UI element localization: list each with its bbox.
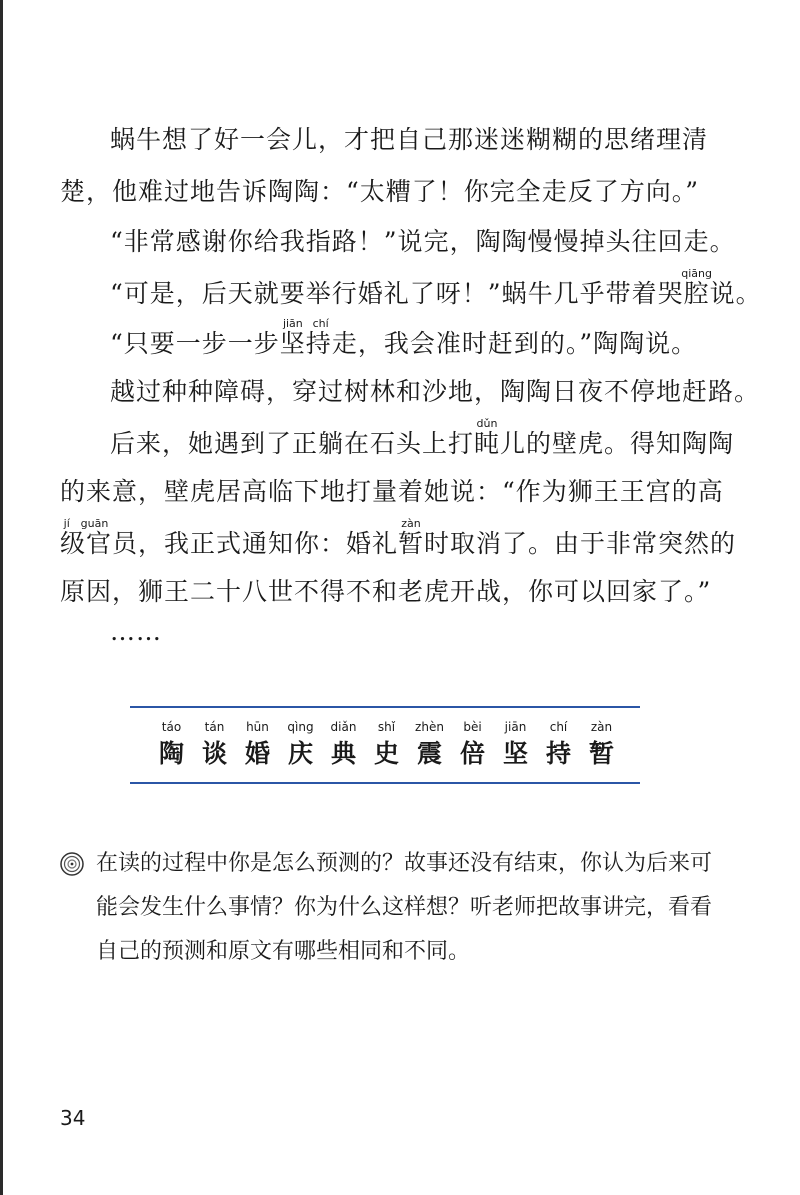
new-character xyxy=(408,718,451,772)
character-glyph: 震 xyxy=(416,739,442,768)
text-span: 说。 xyxy=(709,279,762,308)
page-edge xyxy=(0,0,3,1195)
text-span: “可是，后天就要举行婚礼了呀！”蜗牛几乎带着哭 xyxy=(110,279,684,308)
character-glyph: 坚 xyxy=(502,739,528,768)
character-pinyin: shǐ xyxy=(377,720,396,734)
text-span: “只要一步一步 xyxy=(110,329,280,358)
new-character xyxy=(580,718,623,772)
vocab-top-rule xyxy=(130,706,640,708)
story-line: 原因，狮王二十八世不得不和老虎开战，你可以回家了。” xyxy=(60,577,712,606)
character-pinyin: zhèn xyxy=(415,720,444,734)
new-character xyxy=(322,718,365,772)
pinyin-text: jí guān xyxy=(60,517,112,530)
character-glyph: 持 xyxy=(545,739,571,768)
character-pinyin: tán xyxy=(204,720,225,734)
pinyin-text: zàn xyxy=(398,517,425,530)
character-pinyin: táo xyxy=(161,720,182,734)
story-line xyxy=(110,318,760,366)
pinyin-annotation xyxy=(398,517,425,558)
character-pinyin: jiān xyxy=(504,720,527,734)
annotated-char: 暂 xyxy=(398,529,425,558)
new-character xyxy=(537,718,580,772)
annotated-char: 坚持 xyxy=(279,329,332,358)
annotated-char: 级官 xyxy=(60,529,113,558)
character-pinyin: bèi xyxy=(463,720,482,734)
new-character xyxy=(236,718,279,772)
story-line xyxy=(110,268,760,316)
annotated-char: 盹 xyxy=(474,429,501,458)
story-line xyxy=(110,418,760,466)
character-glyph: 典 xyxy=(330,739,356,768)
pinyin-text: qiāng xyxy=(681,267,712,280)
character-pinyin: chí xyxy=(549,720,568,734)
new-characters-table xyxy=(150,718,623,772)
new-character xyxy=(494,718,537,772)
story-line xyxy=(60,517,737,566)
character-pinyin: zàn xyxy=(590,720,613,734)
story-line: “非常感谢你给我指路！”说完，陶陶慢慢掉头往回走。 xyxy=(110,227,736,256)
character-glyph: 陶 xyxy=(158,739,184,768)
question-line: 在读的过程中你是怎么预测的？故事还没有结束，你认为后来可 xyxy=(96,851,713,876)
story-line: 的来意，壁虎居高临下地打量着她说：“作为狮王王宫的高 xyxy=(60,477,724,506)
character-glyph: 倍 xyxy=(459,739,485,768)
new-character xyxy=(193,718,236,772)
new-character xyxy=(451,718,494,772)
new-character xyxy=(150,718,193,772)
pinyin-text: dǔn xyxy=(474,417,501,430)
discussion-icon xyxy=(60,852,84,876)
pinyin-annotation xyxy=(60,517,113,558)
character-pinyin: hūn xyxy=(246,720,269,734)
text-span: 走，我会准时赶到的。”陶陶说。 xyxy=(331,329,698,358)
pinyin-annotation xyxy=(681,267,712,308)
character-glyph: 婚 xyxy=(244,739,270,768)
text-span: 儿的壁虎。得知陶陶 xyxy=(500,429,735,458)
text-span: 后来，她遇到了正躺在石头上打 xyxy=(110,429,475,458)
character-glyph: 史 xyxy=(373,739,399,768)
ellipsis: …… xyxy=(110,617,162,646)
pinyin-annotation xyxy=(279,317,332,358)
question-line: 自己的预测和原文有哪些相同和不同。 xyxy=(96,939,471,964)
character-pinyin: qìng xyxy=(287,720,314,734)
story-line: 蜗牛想了好一会儿，才把自己那迷迷糊糊的思绪理清 xyxy=(110,125,709,154)
character-pinyin: diǎn xyxy=(330,720,357,734)
new-character xyxy=(365,718,408,772)
pinyin-text: jiān chí xyxy=(279,317,332,330)
annotated-char: 腔 xyxy=(681,279,712,308)
story-line: 越过种种障碍，穿过树林和沙地，陶陶日夜不停地赶路。 xyxy=(110,377,761,406)
new-character xyxy=(279,718,322,772)
vocab-bottom-rule xyxy=(130,782,640,784)
character-glyph: 庆 xyxy=(287,739,313,768)
page-number: 34 xyxy=(60,1106,86,1130)
text-span: 时取消了。由于非常突然的 xyxy=(424,529,737,558)
character-glyph: 谈 xyxy=(201,739,227,768)
character-glyph: 暂 xyxy=(588,739,614,768)
question-line: 能会发生什么事情？你为什么这样想？听老师把故事讲完，看看 xyxy=(96,895,713,920)
text-span: 员，我正式通知你：婚礼 xyxy=(112,529,399,558)
story-line: 楚，他难过地告诉陶陶：“太糟了！你完全走反了方向。” xyxy=(60,177,700,206)
pinyin-annotation xyxy=(474,417,501,458)
